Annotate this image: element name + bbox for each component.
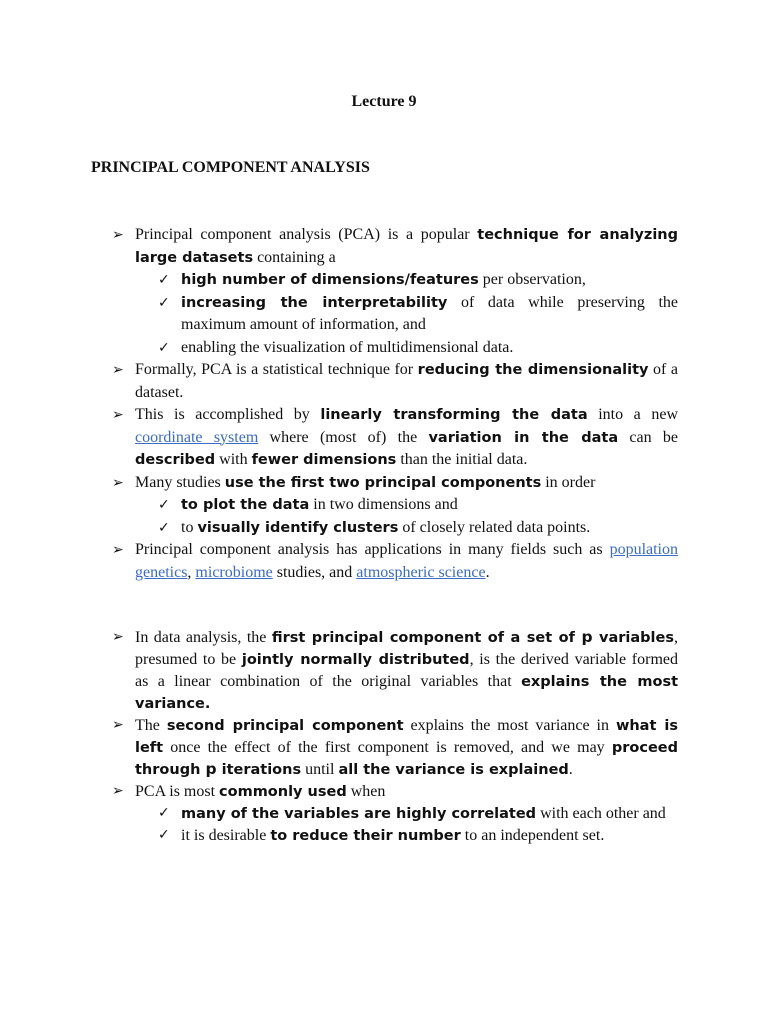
text: in order xyxy=(541,473,596,491)
text: , is the derived variable formed as a linear combination of the original variables that xyxy=(135,651,679,690)
text: when xyxy=(346,783,386,800)
bold-text: use the first two principal components xyxy=(224,474,542,491)
bold-text: many of the variables are highly correlated xyxy=(181,806,537,822)
text: until xyxy=(301,761,339,778)
bullet-item-linear-transform xyxy=(112,404,678,472)
text: . xyxy=(485,563,490,581)
text: Principal component analysis has applications in many fields such as xyxy=(135,541,610,558)
bold-text: to reduce their number xyxy=(270,828,461,844)
bold-text: what is left xyxy=(135,718,679,756)
bold-text: visually identify clusters xyxy=(197,519,399,536)
bold-text: second principal component xyxy=(166,718,404,734)
check-mark-icon: ✓ xyxy=(158,294,170,311)
arrowhead-bullet-icon: ➢ xyxy=(112,783,124,799)
microbiome-link[interactable]: microbiome xyxy=(195,563,273,581)
check-mark-icon: ✓ xyxy=(158,519,170,536)
bold-text: technique for analyzing large datasets xyxy=(135,227,678,266)
text: Formally, PCA is a statistical technique for xyxy=(135,361,418,378)
arrowhead-bullet-icon: ➢ xyxy=(112,227,124,243)
sub-item-visualization xyxy=(112,337,678,360)
text: Principal component analysis (PCA) is a popular xyxy=(135,226,478,243)
sub-item-plot-data xyxy=(112,494,678,517)
text: , xyxy=(187,563,196,581)
bullet-item-formal-definition xyxy=(112,359,678,404)
bold-text: fewer dimensions xyxy=(251,452,397,468)
bold-text: increasing the interpretability xyxy=(181,294,448,311)
bold-text: first principal component of a set of xyxy=(271,630,582,646)
bold-text: explains the most variance. xyxy=(135,674,679,712)
text: once the effect of the first component is removed, and we may xyxy=(163,739,612,756)
text: , presumed to be xyxy=(135,629,678,668)
bold-text: variables xyxy=(592,630,674,646)
bullet-item-pca-definition xyxy=(112,224,678,269)
text: per observation, xyxy=(478,271,586,288)
arrowhead-bullet-icon: ➢ xyxy=(112,362,124,378)
bold-text: described xyxy=(135,452,216,468)
bold-text: iterations xyxy=(216,762,302,778)
bullet-list-part-2 xyxy=(112,627,678,847)
text: can be xyxy=(618,428,679,446)
check-mark-icon: ✓ xyxy=(158,272,170,288)
text: where (most of) the xyxy=(258,428,429,446)
text: The xyxy=(135,717,167,734)
text: it is desirable xyxy=(181,827,271,844)
population-genetics-link[interactable]: population genetics xyxy=(135,541,678,581)
bold-text: to plot the data xyxy=(181,497,310,513)
arrowhead-bullet-icon: ➢ xyxy=(112,474,124,491)
text: studies, and xyxy=(272,563,357,581)
arrowhead-bullet-icon: ➢ xyxy=(112,717,124,733)
bold-text: p xyxy=(581,628,593,646)
atmospheric-science-link[interactable]: atmospheric science xyxy=(356,563,486,581)
bold-text: proceed through xyxy=(135,740,678,778)
bold-text: p xyxy=(205,760,217,778)
text: with each other and xyxy=(536,805,666,822)
check-mark-icon: ✓ xyxy=(158,827,170,843)
text: to an independent set. xyxy=(460,827,605,844)
arrowhead-bullet-icon: ➢ xyxy=(112,542,124,558)
sub-item-reduce-number xyxy=(112,825,678,847)
check-mark-icon: ✓ xyxy=(158,497,170,513)
bold-text: reducing the dimensionality xyxy=(417,362,649,378)
lecture-title: Lecture 9 xyxy=(351,93,417,110)
bullet-item-first-component xyxy=(112,627,678,715)
sub-item-highly-correlated xyxy=(112,803,678,825)
text: into a new xyxy=(587,406,679,423)
arrowhead-bullet-icon: ➢ xyxy=(112,407,124,423)
text: This is accomplished by xyxy=(135,406,321,423)
text: containing a xyxy=(253,248,336,266)
check-mark-icon: ✓ xyxy=(158,805,170,821)
bold-text: all the variance is explained xyxy=(338,762,569,778)
text: in two dimensions and xyxy=(309,496,458,513)
text: than the initial data. xyxy=(396,451,528,468)
text: to xyxy=(181,518,198,536)
check-mark-icon: ✓ xyxy=(158,339,170,356)
text: Many studies xyxy=(135,473,225,491)
coordinate-system-link[interactable]: coordinate system xyxy=(135,428,259,446)
bullet-item-second-component xyxy=(112,715,678,781)
text: PCA is most xyxy=(135,783,220,800)
text: of data while preserving the maximum amount of information, and xyxy=(181,293,679,333)
bullet-list-part-1 xyxy=(112,224,678,584)
sub-item-interpretability xyxy=(112,292,678,337)
text: with xyxy=(215,451,252,468)
text: enabling the visualization of multidimensional data. xyxy=(181,338,514,356)
arrowhead-bullet-icon: ➢ xyxy=(112,629,124,645)
sub-item-identify-clusters xyxy=(112,517,678,540)
bold-text: jointly normally distributed xyxy=(241,652,470,668)
text: . xyxy=(568,761,573,778)
sub-item-dimensions xyxy=(112,269,678,292)
bold-text: high number of dimensions/features xyxy=(181,272,479,288)
bullet-item-first-two-components xyxy=(112,472,678,495)
section-title: PRINCIPAL COMPONENT ANALYSIS xyxy=(91,159,370,176)
bullet-item-common-use xyxy=(112,781,678,803)
bullet-item-applications xyxy=(112,539,678,584)
bold-text: commonly used xyxy=(219,784,347,800)
bold-text: linearly transforming the data xyxy=(320,407,588,423)
bold-text: variation in the data xyxy=(428,429,619,446)
text: explains the most variance in xyxy=(403,717,616,734)
text: In data analysis, the xyxy=(135,629,272,646)
text: of a dataset. xyxy=(135,361,679,401)
text: of closely related data points. xyxy=(398,518,591,536)
